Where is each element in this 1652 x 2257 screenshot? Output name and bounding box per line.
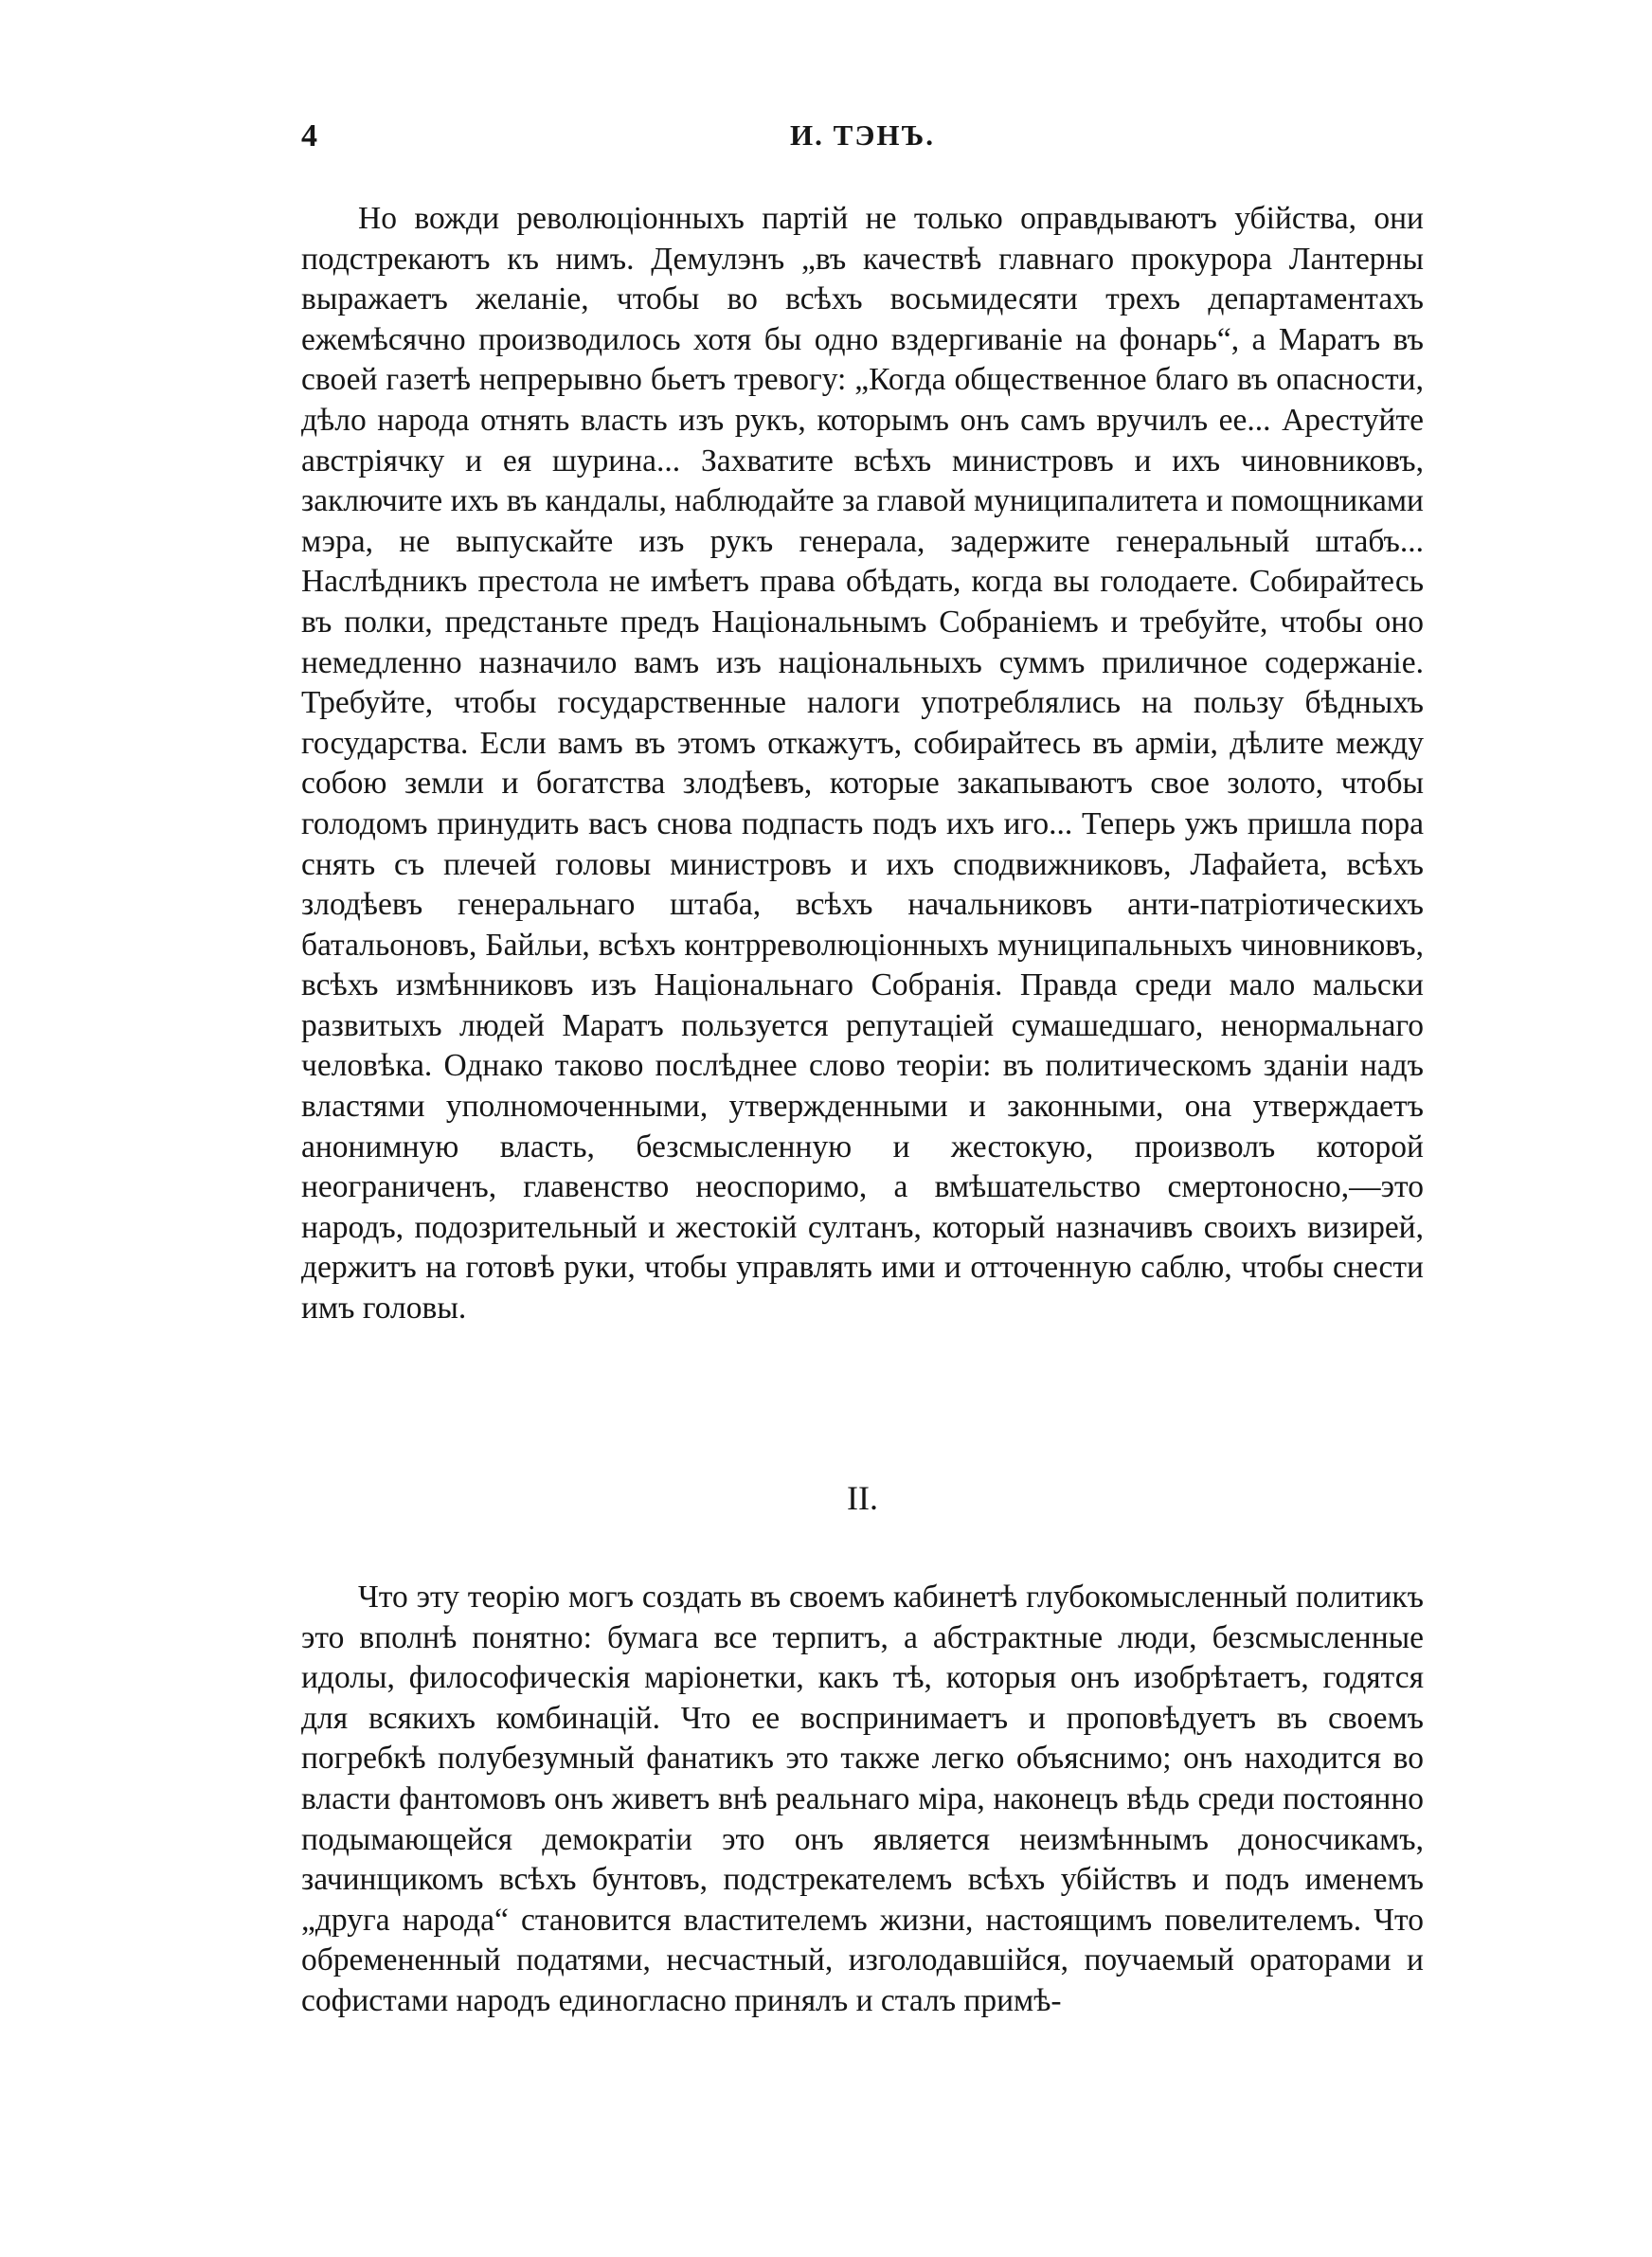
section-heading: II. (847, 1479, 878, 1517)
body-text-top (301, 199, 1424, 1329)
body-text-bottom (301, 1578, 1424, 2022)
paragraph: Но вожди революціонныхъ партій не только оправдываютъ убійства, они подстрекаютъ къ нимъ. Демулэнъ „въ качествѣ главнаго прокурора Лантерны выражаетъ желаніе, чтобы во всѣхъ восьмидесяти трехъ департаментахъ ежемѣсячно производилось хотя бы одно вздергиваніе на фонарь“, а Маратъ въ своей газетѣ непрерывно бьетъ тревогу: „Когда общественное благо въ опасности, дѣло народа отнять власть изъ рукъ, которымъ онъ самъ вручилъ ее... Арестуйте австріячку и ея шурина... Захватите всѣхъ министровъ и ихъ чиновниковъ, заключите ихъ въ кандалы, наблюдайте за главой муниципалитета и помощниками мэра, не выпускайте изъ рукъ генерала, задержите генеральный штабъ... Наслѣдникъ престола не имѣетъ права обѣдать, когда вы голодаете. Собирайтесь въ полки, предстаньте предъ Національнымъ Собраніемъ и требуйте, чтобы оно немедленно назначило вамъ изъ національныхъ суммъ приличное содержаніе. Требуйте, чтобы государственные налоги употреблялись на пользу бѣдныхъ государства. Если вамъ въ этомъ откажутъ, собирайтесь въ арміи, дѣлите между собою земли и богатства злодѣевъ, которые закапываютъ свое золото, чтобы голодомъ принудить васъ снова подпасть подъ ихъ иго... Теперь ужъ пришла пора снять съ плечей головы министровъ и ихъ сподвижниковъ, Лафайета, всѣхъ злодѣевъ генеральнаго штаба, всѣхъ начальниковъ анти-патріотическихъ батальоновъ, Байльи, всѣхъ контрреволюціонныхъ муниципальныхъ чиновниковъ, всѣхъ измѣнниковъ изъ Національнаго Собранія. Правда среди мало мальски развитыхъ людей Маратъ пользуется репутаціей сумашедшаго, ненормальнаго человѣка. Однако таково послѣднее слово теоріи: въ политическомъ зданіи надъ властями уполномоченными, утвержденными и законными, она утверждаетъ анонимную власть, безсмысленную и жестокую, произволъ которой неограниченъ, главенство неоспоримо, а вмѣшательство смертоносно,—это народъ, подозрительный и жестокій султанъ, который назначивъ своихъ визирей, держитъ на готовѣ руки, чтобы управлять ими и отточенную саблю, чтобы снести имъ головы. (301, 201, 1424, 1327)
running-title: И. ТЭНЪ. (790, 118, 935, 152)
page-header (301, 118, 1424, 166)
page-number: 4 (301, 118, 317, 153)
paragraph: Что эту теорію могъ создать въ своемъ кабинетѣ глубокомысленный политикъ это вполнѣ понятно: бумага все терпитъ, а абстрактные люди, безсмысленные идолы, философическія маріонетки, какъ тѣ, которыя онъ изобрѣтаетъ, годятся для всякихъ комбинацій. Что ее воспринимаетъ и проповѣдуетъ въ своемъ погребкѣ полубезумный фанатикъ это также легко объяснимо; онъ находится во власти фантомовъ онъ живетъ внѣ реальнаго міра, наконецъ вѣдь среди постоянно подымающейся демократіи это онъ является неизмѣннымъ доносчикамъ, зачинщикомъ всѣхъ бунтовъ, подстрекателемъ всѣхъ убійствъ и подъ именемъ „друга народа“ становится властителемъ жизни, настоящимъ повелителемъ. Что обремененный податями, несчастный, изголодавшійся, поучаемый ораторами и софистами народъ единогласно принялъ и сталъ примѣ- (301, 1580, 1424, 2018)
